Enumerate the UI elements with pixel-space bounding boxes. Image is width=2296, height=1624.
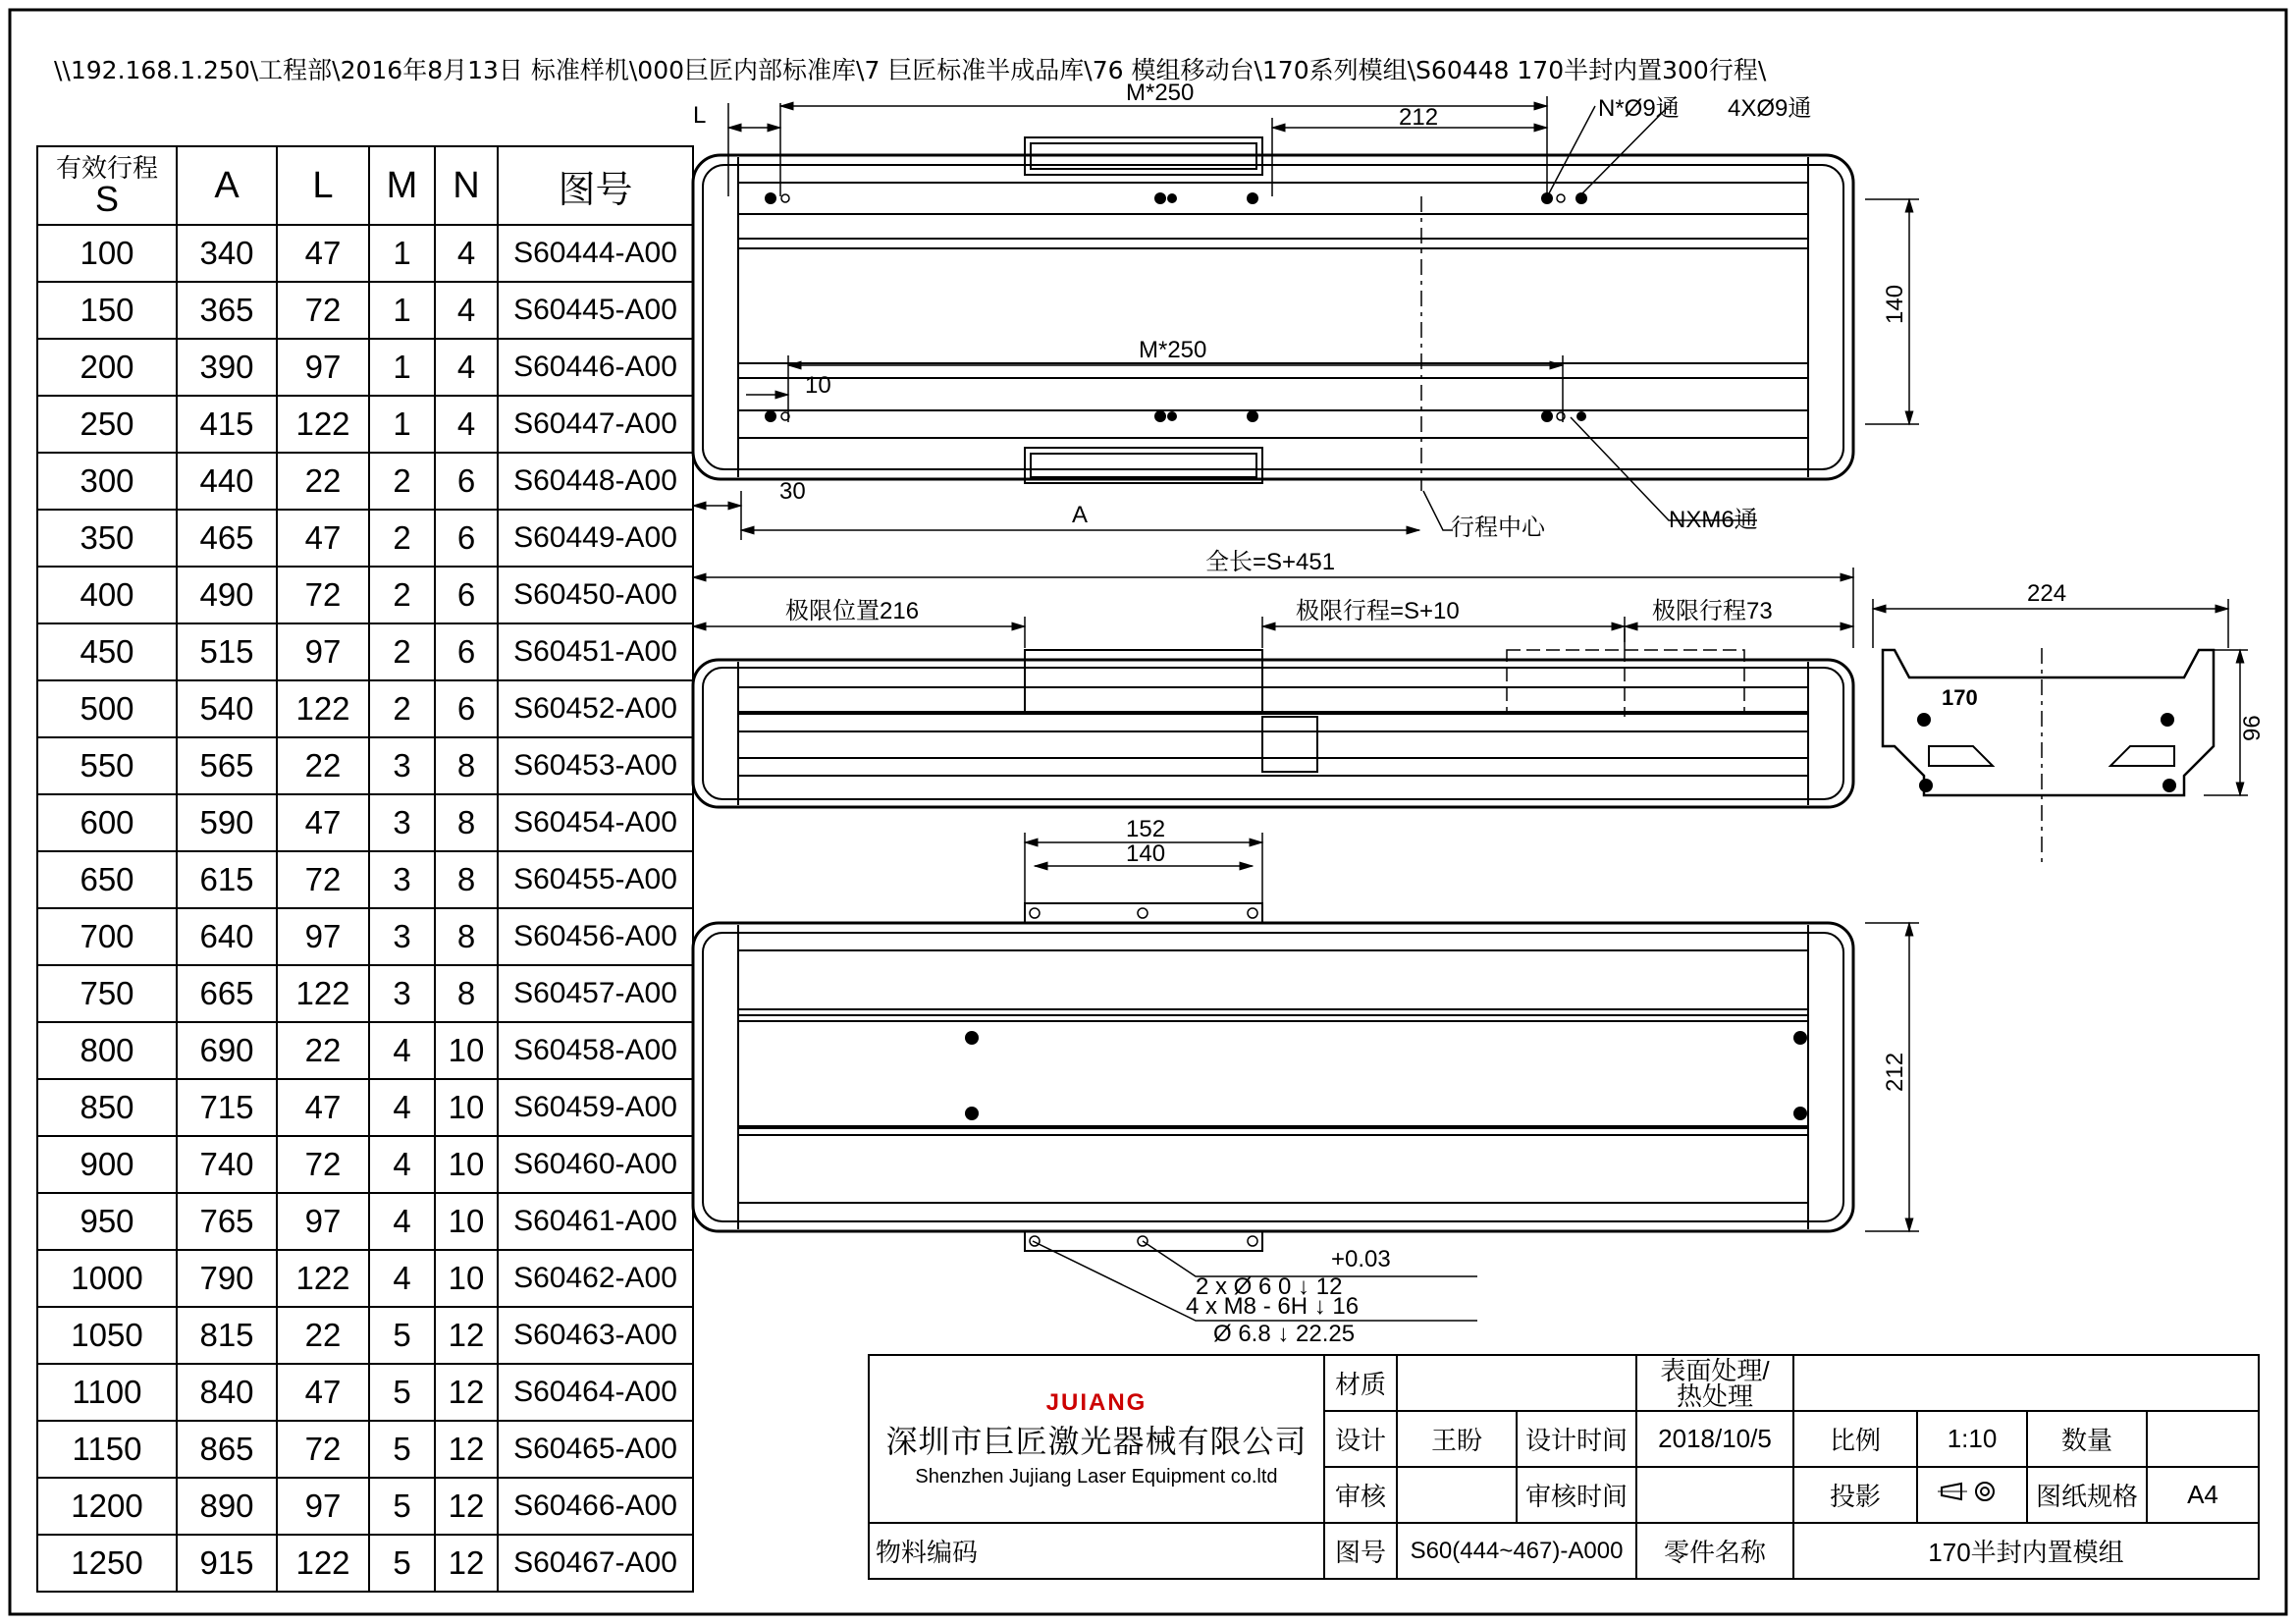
- cell-n: 8: [435, 965, 498, 1022]
- cell-drawing: S60445-A00: [498, 282, 693, 339]
- dim-4x9: 4XØ9通: [1728, 95, 1812, 122]
- qty-label: 数量: [2027, 1411, 2147, 1467]
- cell-a: 390: [177, 339, 277, 396]
- dim-212: 212: [1399, 104, 1439, 131]
- projection-icon: [1938, 1479, 2006, 1504]
- cell-m: 1: [369, 396, 435, 453]
- cell-l: 97: [277, 339, 369, 396]
- cell-n: 10: [435, 1022, 498, 1079]
- cell-stroke: 400: [37, 567, 177, 623]
- side-view-holes: [1917, 713, 2176, 792]
- cell-stroke: 600: [37, 794, 177, 851]
- cell-m: 3: [369, 851, 435, 908]
- cell-n: 8: [435, 851, 498, 908]
- cell-stroke: 950: [37, 1193, 177, 1250]
- side-view: [1873, 599, 2248, 864]
- cell-l: 47: [277, 510, 369, 567]
- company-logo: JUIANG: [1045, 1389, 1148, 1416]
- cell-drawing: S60458-A00: [498, 1022, 693, 1079]
- cell-stroke: 700: [37, 908, 177, 965]
- cell-drawing: S60449-A00: [498, 510, 693, 567]
- cell-drawing: S60460-A00: [498, 1136, 693, 1193]
- projection-symbol: [1917, 1467, 2027, 1523]
- cell-n: 10: [435, 1250, 498, 1307]
- cell-stroke: 250: [37, 396, 177, 453]
- cell-a: 840: [177, 1364, 277, 1421]
- cell-m: 5: [369, 1478, 435, 1535]
- cell-drawing: S60457-A00: [498, 965, 693, 1022]
- cell-a: 540: [177, 680, 277, 737]
- cell-l: 22: [277, 1307, 369, 1364]
- cell-m: 5: [369, 1364, 435, 1421]
- stroke-center-label: 行程中心: [1451, 514, 1545, 541]
- cell-m: 2: [369, 623, 435, 680]
- cell-stroke: 650: [37, 851, 177, 908]
- cell-stroke: 500: [37, 680, 177, 737]
- cell-drawing: S60459-A00: [498, 1079, 693, 1136]
- cell-m: 3: [369, 737, 435, 794]
- cell-n: 10: [435, 1193, 498, 1250]
- cell-a: 765: [177, 1193, 277, 1250]
- title-block: [868, 1354, 2260, 1580]
- top-view: [693, 96, 1919, 540]
- designer-value: 王盼: [1397, 1411, 1517, 1467]
- cell-n: 6: [435, 453, 498, 510]
- qty-value: [2147, 1411, 2259, 1467]
- cell-l: 47: [277, 1079, 369, 1136]
- cell-stroke: 150: [37, 282, 177, 339]
- cell-l: 22: [277, 737, 369, 794]
- cell-drawing: S60462-A00: [498, 1250, 693, 1307]
- dim-limit73: 极限行程73: [1652, 598, 1773, 624]
- cell-drawing: S60447-A00: [498, 396, 693, 453]
- cell-n: 8: [435, 794, 498, 851]
- company-name-en: Shenzhen Jujiang Laser Equipment co.ltd: [915, 1466, 1278, 1488]
- cell-l: 47: [277, 794, 369, 851]
- top-view-holes: [765, 192, 1587, 422]
- header-a: A: [177, 146, 277, 225]
- cell-n: 10: [435, 1079, 498, 1136]
- cell-a: 465: [177, 510, 277, 567]
- dim-10: 10: [805, 372, 831, 399]
- cell-l: 72: [277, 1421, 369, 1478]
- cell-n: 4: [435, 282, 498, 339]
- cell-stroke: 450: [37, 623, 177, 680]
- cell-drawing: S60448-A00: [498, 453, 693, 510]
- cell-n: 4: [435, 339, 498, 396]
- header-drawing: 图号: [498, 146, 693, 225]
- cell-l: 122: [277, 680, 369, 737]
- cell-stroke: 900: [37, 1136, 177, 1193]
- cell-l: 72: [277, 851, 369, 908]
- cell-n: 8: [435, 908, 498, 965]
- cell-drawing: S60465-A00: [498, 1421, 693, 1478]
- cell-l: 122: [277, 1535, 369, 1592]
- dim-l: L: [693, 102, 707, 129]
- cell-m: 3: [369, 794, 435, 851]
- hole-spec-2: 4 x M8 - 6H ↓ 16: [1186, 1293, 1360, 1320]
- cell-a: 715: [177, 1079, 277, 1136]
- review-date-value: [1636, 1467, 1793, 1523]
- cell-drawing: S60450-A00: [498, 567, 693, 623]
- dim-152: 152: [1126, 816, 1166, 842]
- paper-label: 图纸规格: [2027, 1467, 2147, 1523]
- company-cell: [869, 1355, 1324, 1523]
- cell-m: 1: [369, 225, 435, 282]
- cell-m: 2: [369, 453, 435, 510]
- cell-a: 815: [177, 1307, 277, 1364]
- dim-total: 全长=S+451: [1205, 549, 1336, 575]
- cell-l: 122: [277, 396, 369, 453]
- cell-a: 565: [177, 737, 277, 794]
- cell-l: 72: [277, 1136, 369, 1193]
- cell-stroke: 550: [37, 737, 177, 794]
- cell-l: 122: [277, 1250, 369, 1307]
- cell-drawing: S60461-A00: [498, 1193, 693, 1250]
- cell-a: 615: [177, 851, 277, 908]
- hole-spec-1: 2 x Ø 6 0 ↓ 12: [1196, 1273, 1343, 1300]
- cell-m: 5: [369, 1535, 435, 1592]
- cell-n: 6: [435, 510, 498, 567]
- cell-m: 2: [369, 510, 435, 567]
- cell-stroke: 200: [37, 339, 177, 396]
- dim-m250-top: M*250: [1126, 80, 1195, 106]
- cell-l: 97: [277, 1193, 369, 1250]
- design-date-value: 2018/10/5: [1636, 1411, 1793, 1467]
- cell-a: 365: [177, 282, 277, 339]
- cell-drawing: S60456-A00: [498, 908, 693, 965]
- cell-a: 415: [177, 396, 277, 453]
- design-time-label: 设计时间: [1517, 1411, 1636, 1467]
- review-time-label: 审核时间: [1517, 1467, 1636, 1523]
- cell-stroke: 850: [37, 1079, 177, 1136]
- cell-l: 22: [277, 453, 369, 510]
- cell-l: 22: [277, 1022, 369, 1079]
- cell-stroke: 750: [37, 965, 177, 1022]
- nxm6-label: NXM6通: [1669, 507, 1758, 533]
- cell-a: 440: [177, 453, 277, 510]
- cell-n: 12: [435, 1307, 498, 1364]
- cell-drawing: S60444-A00: [498, 225, 693, 282]
- cell-n: 12: [435, 1535, 498, 1592]
- cell-n: 6: [435, 623, 498, 680]
- cell-stroke: 1050: [37, 1307, 177, 1364]
- file-path: \\192.168.1.250\工程部\2016年8月13日 标准样机\000巨匠内部标准库\7 巨匠标准半成品库\76 模组移动台\170系列模组\S60448 170半封内置300行程\: [54, 56, 1767, 84]
- cell-m: 1: [369, 282, 435, 339]
- cell-m: 3: [369, 965, 435, 1022]
- dim-m250-mid: M*250: [1139, 337, 1207, 363]
- cell-a: 665: [177, 965, 277, 1022]
- cell-a: 890: [177, 1478, 277, 1535]
- cell-l: 122: [277, 965, 369, 1022]
- cell-stroke: 350: [37, 510, 177, 567]
- material-code-cell: [869, 1523, 1324, 1579]
- cell-m: 2: [369, 680, 435, 737]
- cell-stroke: 1150: [37, 1421, 177, 1478]
- cell-l: 47: [277, 225, 369, 282]
- hole-spec-3: Ø 6.8 ↓ 22.25: [1213, 1321, 1356, 1347]
- cell-l: 72: [277, 282, 369, 339]
- cell-stroke: 1200: [37, 1478, 177, 1535]
- design-label: 设计: [1324, 1411, 1397, 1467]
- cell-a: 515: [177, 623, 277, 680]
- cell-drawing: S60454-A00: [498, 794, 693, 851]
- cell-a: 915: [177, 1535, 277, 1592]
- label-170: 170: [1942, 685, 1978, 710]
- cell-drawing: S60451-A00: [498, 623, 693, 680]
- scale-value: 1:10: [1917, 1411, 2027, 1467]
- cell-stroke: 1000: [37, 1250, 177, 1307]
- cell-l: 97: [277, 908, 369, 965]
- cell-drawing: S60452-A00: [498, 680, 693, 737]
- bottom-view-holes: [965, 1031, 1807, 1120]
- cell-m: 1: [369, 339, 435, 396]
- cell-n: 6: [435, 680, 498, 737]
- cell-n: 10: [435, 1136, 498, 1193]
- cell-l: 97: [277, 623, 369, 680]
- scale-label: 比例: [1793, 1411, 1917, 1467]
- cell-stroke: 100: [37, 225, 177, 282]
- header-m: M: [369, 146, 435, 225]
- cell-n: 6: [435, 567, 498, 623]
- paper-value: A4: [2147, 1467, 2259, 1523]
- cell-stroke: 300: [37, 453, 177, 510]
- part-name-label: 零件名称: [1636, 1523, 1793, 1579]
- cell-n: 12: [435, 1478, 498, 1535]
- cell-drawing: S60455-A00: [498, 851, 693, 908]
- cell-drawing: S60464-A00: [498, 1364, 693, 1421]
- part-name-value: 170半封内置模组: [1793, 1523, 2259, 1579]
- cell-n: 4: [435, 225, 498, 282]
- cell-a: 340: [177, 225, 277, 282]
- cell-m: 2: [369, 567, 435, 623]
- cell-drawing: S60446-A00: [498, 339, 693, 396]
- cell-stroke: 1100: [37, 1364, 177, 1421]
- cell-m: 3: [369, 908, 435, 965]
- cell-n: 12: [435, 1364, 498, 1421]
- cell-drawing: S60466-A00: [498, 1478, 693, 1535]
- cell-drawing: S60467-A00: [498, 1535, 693, 1592]
- tolerance: +0.03: [1331, 1246, 1391, 1272]
- cell-m: 4: [369, 1193, 435, 1250]
- cell-n: 12: [435, 1421, 498, 1478]
- cell-m: 4: [369, 1022, 435, 1079]
- cell-a: 740: [177, 1136, 277, 1193]
- cell-m: 4: [369, 1079, 435, 1136]
- cell-m: 4: [369, 1250, 435, 1307]
- carriage-holes: [1030, 908, 1257, 1246]
- material-code-label: 物料编码: [876, 1538, 979, 1567]
- cell-stroke: 800: [37, 1022, 177, 1079]
- dim-96: 96: [2239, 715, 2266, 741]
- cell-stroke: 1250: [37, 1535, 177, 1592]
- dim-140b: 140: [1126, 840, 1166, 867]
- dim-212b: 212: [1882, 1052, 1908, 1092]
- header-l: L: [277, 146, 369, 225]
- material-label: 材质: [1324, 1355, 1397, 1411]
- projection-label: 投影: [1793, 1467, 1917, 1523]
- dim-224: 224: [2027, 580, 2067, 607]
- cell-drawing: S60453-A00: [498, 737, 693, 794]
- cell-n: 4: [435, 396, 498, 453]
- header-stroke: 有效行程 S: [37, 146, 177, 225]
- reviewer-value: [1397, 1467, 1517, 1523]
- review-label: 审核: [1324, 1467, 1397, 1523]
- cell-m: 4: [369, 1136, 435, 1193]
- cell-a: 640: [177, 908, 277, 965]
- dim-limit-stroke: 极限行程=S+10: [1296, 598, 1460, 624]
- dim-30: 30: [779, 478, 806, 505]
- cell-a: 590: [177, 794, 277, 851]
- surface-value: [1793, 1355, 2259, 1411]
- dim-a: A: [1072, 502, 1089, 528]
- drawing-no-label: 图号: [1324, 1523, 1397, 1579]
- dim-n9: N*Ø9通: [1598, 95, 1680, 122]
- cell-a: 490: [177, 567, 277, 623]
- cell-a: 690: [177, 1022, 277, 1079]
- bottom-view: [693, 833, 1919, 1321]
- cell-drawing: S60463-A00: [498, 1307, 693, 1364]
- material-value: [1397, 1355, 1636, 1411]
- drawing-no-value: S60(444~467)-A000: [1397, 1523, 1636, 1579]
- cell-n: 8: [435, 737, 498, 794]
- dim-140: 140: [1882, 284, 1908, 324]
- cell-l: 97: [277, 1478, 369, 1535]
- cell-a: 790: [177, 1250, 277, 1307]
- cell-a: 865: [177, 1421, 277, 1478]
- surface-label: 表面处理/ 热处理: [1636, 1355, 1793, 1411]
- cell-m: 5: [369, 1307, 435, 1364]
- header-n: N: [435, 146, 498, 225]
- company-name-cn: 深圳市巨匠激光器械有限公司: [885, 1424, 1308, 1459]
- dim-limit-pos: 极限位置216: [785, 598, 920, 624]
- cell-l: 47: [277, 1364, 369, 1421]
- cell-m: 5: [369, 1421, 435, 1478]
- cell-l: 72: [277, 567, 369, 623]
